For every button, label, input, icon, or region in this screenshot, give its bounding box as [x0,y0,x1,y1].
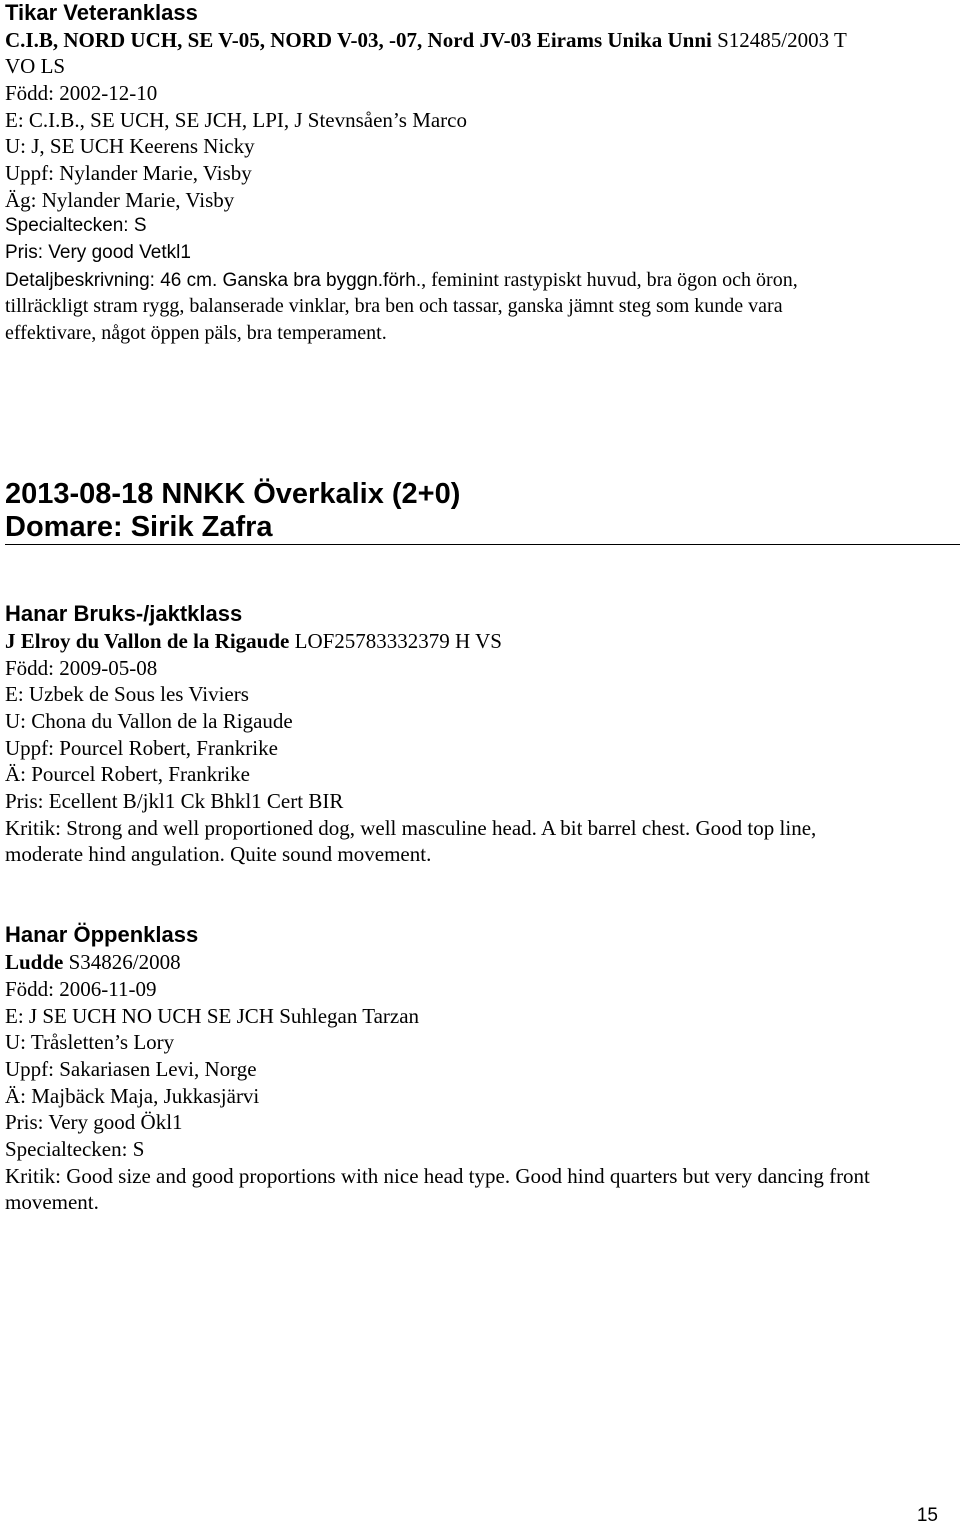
critique-line-2: moderate hind angulation. Quite sound movement. [5,842,432,866]
class-heading-open: Hanar Öppenklass [5,922,199,947]
judge-name: Domare: Sirik Zafra [5,511,273,543]
critique-line-1: Kritik: Strong and well proportioned dog, well masculine head. A bit barrel chest. Good top line, [5,816,817,840]
registration-number: LOF25783332379 H VS [289,629,502,653]
dog-name-line [5,628,502,655]
section-divider [5,544,960,545]
dog-name: J Elroy du Vallon de la Rigaude [5,629,290,653]
sire: E: J SE UCH NO UCH SE JCH Suhlegan Tarzan [5,1004,420,1028]
registration-continued: VO LS [5,54,66,78]
owner: Ä: Pourcel Robert, Frankrike [5,762,250,786]
dog-name-line [5,27,847,54]
born-date: Född: 2009-05-08 [5,656,158,680]
special-marks: Specialtecken: S [5,215,147,236]
sire: E: Uzbek de Sous les Viviers [5,682,249,706]
dog-name-line [5,949,181,976]
breeder: Uppf: Sakariasen Levi, Norge [5,1057,257,1081]
critique-line-1: Kritik: Good size and good proportions with nice head type. Good hind quarters but very dancing front [5,1164,870,1188]
page-number: 15 [916,1505,938,1526]
born-date: Född: 2002-12-10 [5,81,158,105]
owner: Ä: Majbäck Maja, Jukkasjärvi [5,1084,260,1108]
show-title: 2013-08-18 NNKK Överkalix (2+0) [5,478,461,510]
prize: Pris: Very good Vetkl1 [5,242,191,263]
born-date: Född: 2006-11-09 [5,977,157,1001]
breeder: Uppf: Pourcel Robert, Frankrike [5,736,278,760]
description-line-1 [5,267,798,295]
dam: U: Chona du Vallon de la Rigaude [5,709,293,733]
description-text: , feminint rastypiskt huvud, bra ögon och öron, [421,269,798,291]
prize: Pris: Very good Ökl1 [5,1110,183,1134]
owner: Äg: Nylander Marie, Visby [5,188,235,212]
prize: Pris: Ecellent B/jkl1 Ck Bhkl1 Cert BIR [5,789,344,813]
dam: U: Tråsletten’s Lory [5,1030,175,1054]
critique-line-2: movement. [5,1190,99,1214]
class-heading-working: Hanar Bruks-/jaktklass [5,601,243,626]
special-marks: Specialtecken: S [5,1137,145,1161]
description-measurement: Detaljbeskrivning: 46 cm. Ganska bra byggn.förh. [5,270,422,291]
dog-name: C.I.B, NORD UCH, SE V-05, NORD V-03, -07, Nord JV-03 Eirams Unika Unni [5,28,712,52]
registration-number: S12485/2003 T [711,28,847,52]
dam: U: J, SE UCH Keerens Nicky [5,134,255,158]
breeder: Uppf: Nylander Marie, Visby [5,161,252,185]
registration-number: S34826/2008 [63,950,181,974]
description-line-3: effektivare, något öppen päls, bra temperament. [5,322,387,344]
class-heading-veteran: Tikar Veteranklass [5,0,198,25]
description-line-2: tillräckligt stram rygg, balanserade vinklar, bra ben och tassar, ganska jämnt steg som kunde vara [5,295,783,317]
dog-name: Ludde [5,950,64,974]
sire: E: C.I.B., SE UCH, SE JCH, LPI, J Stevnsåen’s Marco [5,108,467,132]
